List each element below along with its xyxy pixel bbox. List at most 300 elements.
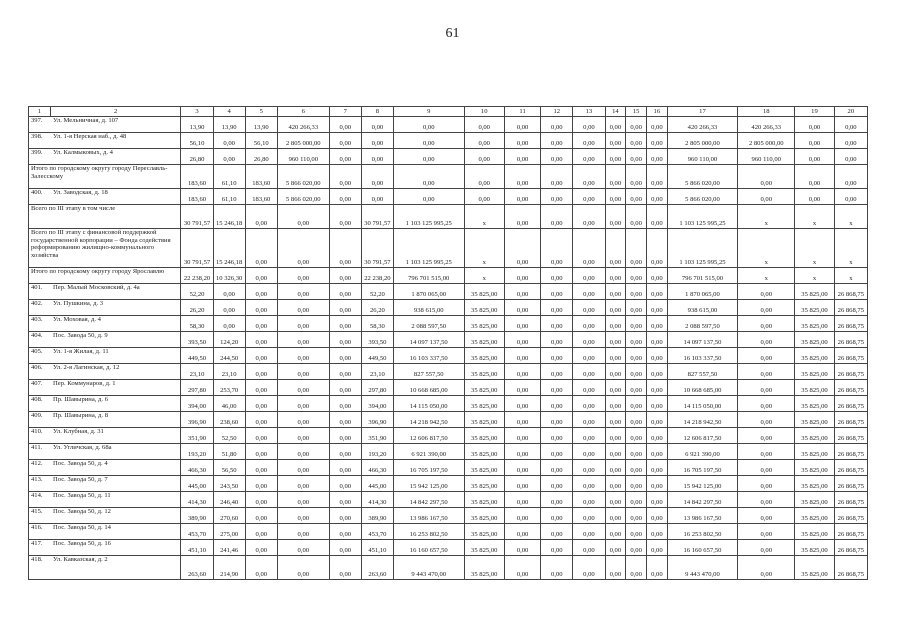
table-row [29,284,868,300]
value-cell: 35 825,00 [795,492,834,508]
row-number-cell [29,149,181,165]
address: Ул. 1-я Жилая, д. 11 [53,348,109,355]
value-cell: 26 868,75 [834,412,867,428]
value-cell: 241,46 [213,540,245,556]
value-cell: 0,00 [245,284,277,300]
value-cell: 0,00 [541,412,573,428]
row-number-cell [29,133,181,149]
value-cell: 0,00 [329,332,361,348]
value-cell: 0,00 [626,316,647,332]
row-number-cell [29,316,181,332]
value-cell: 0,00 [605,396,626,412]
value-cell: 0,00 [605,476,626,492]
value-cell: 35 825,00 [464,476,504,492]
value-cell: 0,00 [541,133,573,149]
column-number: 6 [277,107,329,117]
value-cell: 0,00 [573,205,605,229]
value-cell: 26,80 [245,149,277,165]
value-cell: 0,00 [277,556,329,580]
value-cell: 0,00 [795,133,834,149]
value-cell: 0,00 [573,492,605,508]
value-cell: 0,00 [605,268,626,284]
value-cell: 466,30 [181,460,213,476]
value-cell: 22 238,20 [361,268,393,284]
value-cell: 56,10 [181,133,213,149]
value-cell: 0,00 [573,284,605,300]
value-cell: 244,50 [213,348,245,364]
value-cell: 26 868,75 [834,492,867,508]
value-cell: 0,00 [605,332,626,348]
value-cell: 0,00 [245,268,277,284]
value-cell: 15 246,18 [213,205,245,229]
value-cell: 13 986 167,50 [393,508,464,524]
value-cell: 0,00 [738,476,795,492]
value-cell: 26 868,75 [834,380,867,396]
column-number: 2 [50,107,181,117]
value-cell: 0,00 [573,332,605,348]
row-number: 412. [31,460,43,467]
row-number: 414. [31,492,43,499]
value-cell: 26 868,75 [834,364,867,380]
value-cell: 0,00 [393,133,464,149]
row-number: 418. [31,556,43,563]
value-cell: 5 866 020,00 [667,189,738,205]
value-cell: 0,00 [541,117,573,133]
value-cell: 2 088 597,50 [667,316,738,332]
value-cell: 56,50 [213,460,245,476]
value-cell: 960 110,00 [738,149,795,165]
value-cell: 0,00 [277,476,329,492]
value-cell: 52,50 [213,428,245,444]
table-row [29,133,868,149]
value-cell: 0,00 [277,492,329,508]
row-number: 407. [31,380,43,387]
subtotal-row [29,268,868,284]
row-number: 410. [31,428,43,435]
value-cell: 0,00 [541,524,573,540]
value-cell: 0,00 [541,364,573,380]
value-cell: 0,00 [738,492,795,508]
column-number: 1 [29,107,51,117]
table-row [29,524,868,540]
column-number: 12 [541,107,573,117]
value-cell: 0,00 [626,268,647,284]
value-cell: 0,00 [646,380,667,396]
value-cell: 0,00 [738,412,795,428]
value-cell: 0,00 [605,524,626,540]
value-cell: 0,00 [277,268,329,284]
value-cell: 0,00 [213,316,245,332]
value-cell: 796 701 515,00 [667,268,738,284]
value-cell: 30 791,57 [181,205,213,229]
row-number: 409. [31,412,43,419]
value-cell: 938 615,00 [393,300,464,316]
value-cell: 0,00 [245,540,277,556]
row-number: 404. [31,332,43,339]
value-cell: 1 870 065,00 [393,284,464,300]
value-cell: 183,60 [245,189,277,205]
value-cell: 0,00 [504,460,540,476]
subtotal-row [29,229,868,268]
value-cell: 0,00 [605,189,626,205]
value-cell: 0,00 [646,396,667,412]
value-cell: 26 868,75 [834,348,867,364]
value-cell: 420 266,33 [738,117,795,133]
value-cell: 0,00 [329,460,361,476]
value-cell: 35 825,00 [795,300,834,316]
value-cell: 0,00 [541,428,573,444]
row-number-cell [29,332,181,348]
value-cell: 35 825,00 [464,428,504,444]
value-cell: 0,00 [646,284,667,300]
value-cell: 13,90 [213,117,245,133]
value-cell: 0,00 [504,268,540,284]
value-cell: 0,00 [245,332,277,348]
value-cell: 6 921 390,00 [393,444,464,460]
value-cell: 389,90 [181,508,213,524]
value-cell: 0,00 [504,508,540,524]
value-cell: 0,00 [738,364,795,380]
value-cell: 26 868,75 [834,316,867,332]
row-number-cell [29,396,181,412]
value-cell: 0,00 [245,300,277,316]
value-cell: 0,00 [277,300,329,316]
value-cell: 0,00 [541,189,573,205]
column-number: 10 [464,107,504,117]
address: Пр. Шавырина, д. 6 [53,396,109,403]
table-row [29,348,868,364]
value-cell: 0,00 [834,133,867,149]
column-number: 16 [646,107,667,117]
value-cell: 0,00 [738,165,795,189]
value-cell: 0,00 [277,412,329,428]
address: Ул. 1-я Нерская наб., д. 48 [53,133,127,140]
value-cell: 0,00 [277,428,329,444]
value-cell: 35 825,00 [464,460,504,476]
value-cell: 0,00 [541,348,573,364]
value-cell: 0,00 [573,524,605,540]
value-cell: 214,90 [213,556,245,580]
value-cell: 0,00 [626,428,647,444]
value-cell: 0,00 [245,508,277,524]
value-cell: 0,00 [738,396,795,412]
value-cell: 14 115 050,00 [667,396,738,412]
value-cell: 35 825,00 [464,364,504,380]
value-cell: 0,00 [626,229,647,268]
value-cell: 26 868,75 [834,476,867,492]
subtotal-label: Итого по городскому округу городу Переславль-Залесскому [29,165,181,189]
value-cell: 0,00 [245,229,277,268]
row-number-cell [29,300,181,316]
value-cell: 0,00 [464,149,504,165]
value-cell: 0,00 [504,492,540,508]
value-cell: 263,60 [361,556,393,580]
value-cell: 1 103 125 995,25 [667,229,738,268]
value-cell: 35 825,00 [795,380,834,396]
value-cell: 0,00 [738,524,795,540]
value-cell: 0,00 [573,444,605,460]
value-cell: 263,60 [181,556,213,580]
value-cell: 0,00 [329,300,361,316]
value-cell: х [738,229,795,268]
value-cell: 0,00 [646,412,667,428]
value-cell: 35 825,00 [795,316,834,332]
value-cell: 0,00 [646,540,667,556]
address: Ул. Заводская, д. 18 [53,189,108,196]
address: Пос. Завода 50, д. 12 [53,508,111,515]
value-cell: 0,00 [329,348,361,364]
value-cell: 14 842 297,50 [667,492,738,508]
value-cell: 0,00 [245,556,277,580]
value-cell: 16 160 657,50 [667,540,738,556]
value-cell: 0,00 [834,189,867,205]
value-cell: 0,00 [626,476,647,492]
value-cell: 23,10 [213,364,245,380]
value-cell: 0,00 [213,300,245,316]
row-number: 406. [31,364,43,371]
value-cell: 0,00 [626,380,647,396]
value-cell: 0,00 [738,316,795,332]
value-cell: 0,00 [646,133,667,149]
value-cell: 0,00 [277,508,329,524]
value-cell: 0,00 [626,524,647,540]
value-cell: 0,00 [605,133,626,149]
table-row [29,300,868,316]
value-cell: 0,00 [605,229,626,268]
value-cell: 0,00 [738,540,795,556]
value-cell: 827 557,50 [393,364,464,380]
value-cell: 0,00 [605,428,626,444]
value-cell: 0,00 [573,133,605,149]
address: Ул. Мельничная, д. 107 [53,117,119,124]
value-cell: 0,00 [464,133,504,149]
value-cell: 0,00 [361,165,393,189]
value-cell: 14 097 137,50 [393,332,464,348]
value-cell: 16 103 337,50 [393,348,464,364]
page-number: 61 [445,26,460,41]
address: Пос. Завода 50, д. 11 [53,492,111,499]
value-cell: 351,90 [181,428,213,444]
row-number-cell [29,492,181,508]
value-cell: 0,00 [504,444,540,460]
value-cell: 14 842 297,50 [393,492,464,508]
value-cell: 0,00 [573,364,605,380]
value-cell: 0,00 [245,428,277,444]
value-cell: 0,00 [573,380,605,396]
value-cell: 0,00 [541,540,573,556]
value-cell: 0,00 [646,229,667,268]
table-row [29,556,868,580]
value-cell: 0,00 [277,284,329,300]
value-cell: 0,00 [738,460,795,476]
value-cell: 396,90 [181,412,213,428]
value-cell: 0,00 [329,205,361,229]
value-cell: 238,60 [213,412,245,428]
table-row [29,428,868,444]
value-cell: 0,00 [245,205,277,229]
value-cell: 0,00 [504,540,540,556]
value-cell: х [795,229,834,268]
value-cell: 796 701 515,00 [393,268,464,284]
address: Ул. Клубная, д. 31 [53,428,104,435]
value-cell: 0,00 [504,380,540,396]
value-cell: 0,00 [646,460,667,476]
value-cell: 0,00 [834,165,867,189]
value-cell: 0,00 [626,300,647,316]
value-cell: 183,60 [181,165,213,189]
value-cell: 0,00 [646,268,667,284]
value-cell: 1 103 125 995,25 [393,229,464,268]
value-cell: 35 825,00 [464,332,504,348]
value-cell: 0,00 [646,165,667,189]
value-cell: 0,00 [504,524,540,540]
value-cell: 0,00 [245,492,277,508]
value-cell: 0,00 [605,117,626,133]
value-cell: 9 443 470,00 [393,556,464,580]
value-cell: 0,00 [277,332,329,348]
value-cell: 393,50 [361,332,393,348]
value-cell: 0,00 [573,189,605,205]
value-cell: 0,00 [361,189,393,205]
value-cell: 0,00 [626,508,647,524]
value-cell: 0,00 [605,149,626,165]
value-cell: 297,80 [181,380,213,396]
column-number: 11 [504,107,540,117]
value-cell: 0,00 [504,205,540,229]
value-cell: 0,00 [277,348,329,364]
row-number: 413. [31,476,43,483]
value-cell: х [738,268,795,284]
value-cell: 0,00 [541,508,573,524]
table-row [29,476,868,492]
value-cell: 0,00 [573,412,605,428]
value-cell: 10 668 685,00 [393,380,464,396]
value-cell: 30 791,57 [181,229,213,268]
table-row [29,316,868,332]
value-cell: 0,00 [245,380,277,396]
value-cell: 0,00 [738,508,795,524]
table-row [29,364,868,380]
value-cell: 35 825,00 [464,316,504,332]
value-cell: 35 825,00 [464,412,504,428]
value-cell: 26 868,75 [834,460,867,476]
value-cell: 35 825,00 [464,444,504,460]
value-cell: 0,00 [646,444,667,460]
subtotal-row [29,165,868,189]
value-cell: 0,00 [738,380,795,396]
value-cell: х [464,229,504,268]
value-cell: 0,00 [834,149,867,165]
value-cell: 0,00 [329,380,361,396]
value-cell: 26 868,75 [834,284,867,300]
value-cell: 0,00 [541,284,573,300]
value-cell: 0,00 [277,444,329,460]
value-cell: 0,00 [504,149,540,165]
value-cell: 0,00 [329,364,361,380]
value-cell: 243,50 [213,476,245,492]
value-cell: 0,00 [504,189,540,205]
value-cell: 0,00 [504,133,540,149]
row-number-cell [29,348,181,364]
column-number: 8 [361,107,393,117]
value-cell: 35 825,00 [795,508,834,524]
value-cell: 270,60 [213,508,245,524]
column-number: 4 [213,107,245,117]
value-cell: 35 825,00 [464,556,504,580]
value-cell: 0,00 [626,133,647,149]
value-cell: 183,60 [181,189,213,205]
value-cell: 26 868,75 [834,540,867,556]
value-cell: 2 805 000,00 [738,133,795,149]
value-cell: 0,00 [464,189,504,205]
value-cell: 14 218 942,50 [667,412,738,428]
value-cell: 0,00 [738,189,795,205]
address: Ул. Калмыковых, д. 4 [53,149,113,156]
value-cell: 0,00 [646,492,667,508]
value-cell: 0,00 [738,428,795,444]
value-cell: 0,00 [541,316,573,332]
value-cell: 0,00 [605,205,626,229]
column-number: 9 [393,107,464,117]
value-cell: 0,00 [504,428,540,444]
value-cell: 35 825,00 [464,492,504,508]
row-number: 400. [31,189,43,196]
address: Пр. Шавырина, д. 8 [53,412,109,419]
value-cell: 0,00 [738,300,795,316]
value-cell: 0,00 [329,540,361,556]
value-cell: 414,30 [361,492,393,508]
value-cell: 0,00 [504,117,540,133]
value-cell: 13 986 167,50 [667,508,738,524]
table-row [29,332,868,348]
row-number: 399. [31,149,43,156]
value-cell: 0,00 [605,556,626,580]
value-cell: 0,00 [605,165,626,189]
value-cell: 0,00 [277,316,329,332]
value-cell: 35 825,00 [464,508,504,524]
value-cell: 0,00 [504,229,540,268]
value-cell: 0,00 [393,117,464,133]
value-cell: 0,00 [277,229,329,268]
row-number-cell [29,117,181,133]
value-cell: 0,00 [541,476,573,492]
value-cell: 0,00 [541,229,573,268]
value-cell: 52,20 [181,284,213,300]
value-cell: 58,30 [361,316,393,332]
value-cell: 445,00 [361,476,393,492]
row-number: 402. [31,300,43,307]
value-cell: 0,00 [626,540,647,556]
value-cell: 0,00 [795,165,834,189]
value-cell: 0,00 [504,332,540,348]
row-number: 415. [31,508,43,515]
value-cell: 35 825,00 [464,540,504,556]
value-cell: 0,00 [329,133,361,149]
value-cell: 960 110,00 [277,149,329,165]
value-cell: 26,20 [181,300,213,316]
value-cell: 0,00 [646,524,667,540]
value-cell: х [738,205,795,229]
value-cell: 0,00 [626,396,647,412]
value-cell: 35 825,00 [795,348,834,364]
value-cell: х [834,205,867,229]
value-cell: 389,90 [361,508,393,524]
value-cell: 0,00 [329,476,361,492]
value-cell: 13,90 [245,117,277,133]
value-cell: х [464,268,504,284]
value-cell: 0,00 [573,508,605,524]
value-cell: 35 825,00 [464,524,504,540]
